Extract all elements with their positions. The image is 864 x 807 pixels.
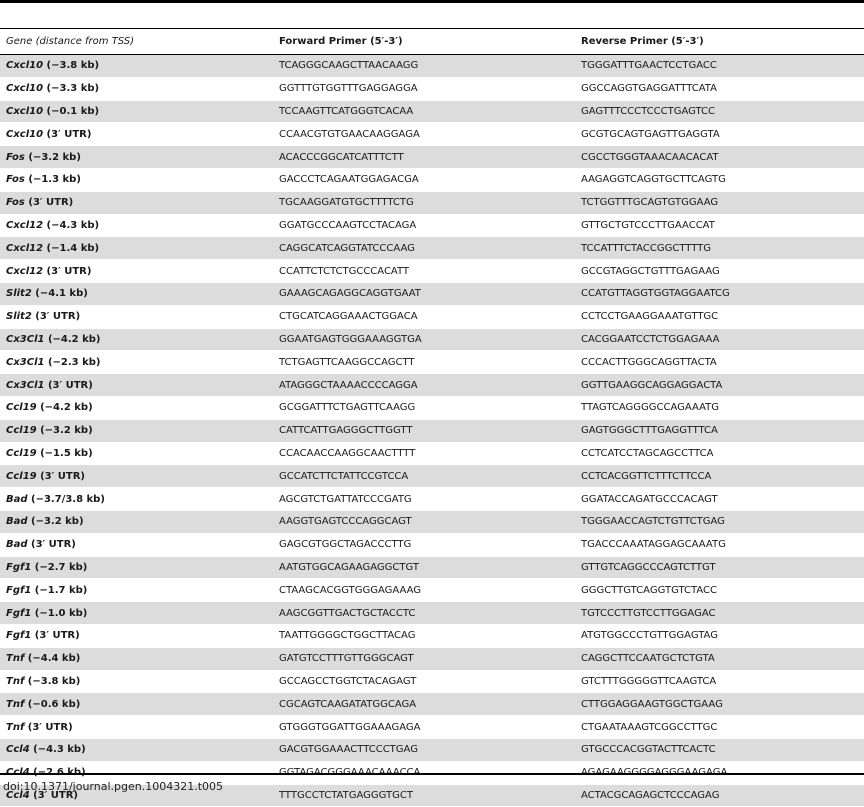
gene-location: (3′ UTR) (27, 721, 73, 733)
forward-primer-cell: TGCAAGGATGTGCTTTTCTG (273, 191, 575, 214)
table-row (0, 442, 864, 465)
reverse-primer-cell: GTTGCTGTCCCTTGAACCAT (575, 214, 864, 237)
gene-location: (−0.6 kb) (27, 698, 81, 710)
header-row (0, 29, 864, 55)
gene-cell (0, 374, 273, 397)
gene-cell (0, 602, 273, 625)
gene-cell (0, 419, 273, 442)
gene-cell (0, 305, 273, 328)
table-row (0, 123, 864, 146)
gene-location: (3′ UTR) (40, 470, 85, 482)
gene-symbol: Tnf (6, 698, 25, 710)
gene-location: (−4.2 kb) (47, 333, 101, 345)
gene-symbol: Cxcl12 (6, 242, 44, 254)
gene-location: (−3.7/3.8 kb) (31, 493, 105, 505)
forward-primer-cell: CAGGCATCAGGTATCCCAAG (273, 237, 575, 260)
forward-primer-cell: GCGGATTTCTGAGTTCAAGG (273, 396, 575, 419)
gene-symbol: Ccl4 (6, 744, 30, 756)
table-row (0, 328, 864, 351)
table-row (0, 602, 864, 625)
gene-location: (−4.2 kb) (40, 402, 93, 414)
gene-location: (−2.3 kb) (47, 356, 101, 368)
gene-cell (0, 488, 273, 511)
gene-symbol: Cxcl12 (6, 219, 44, 231)
gene-symbol: Ccl19 (6, 402, 37, 414)
table-row (0, 214, 864, 237)
gene-cell (0, 670, 273, 693)
gene-symbol: Fgf1 (6, 561, 32, 573)
reverse-primer-cell: ATGTGGCCCTGTTGGAGTAG (575, 624, 864, 647)
table-row (0, 77, 864, 100)
gene-location: (−1.3 kb) (28, 174, 81, 186)
gene-symbol: Fgf1 (6, 607, 32, 619)
reverse-primer-cell: CCTCACGGTTCTTTCTTCCA (575, 465, 864, 488)
reverse-primer-cell: GTCTTTGGGGGTTCAAGTCA (575, 670, 864, 693)
header-reverse-primer: Reverse Primer (5′-3′) (575, 29, 864, 55)
forward-primer-cell: ATAGGGCTAAAACCCCAGGA (273, 374, 575, 397)
reverse-primer-cell: CCCACTTGGGCAGGTTACTA (575, 351, 864, 374)
gene-location: (−3.2 kb) (40, 425, 93, 437)
gene-symbol: Bad (6, 539, 28, 551)
gene-symbol: Tnf (6, 721, 25, 733)
forward-primer-cell: GCCAGCCTGGTCTACAGAGT (273, 670, 575, 693)
gene-location: (−1.7 kb) (34, 584, 88, 596)
forward-primer-cell: CGCAGTCAAGATATGGCAGA (273, 693, 575, 716)
gene-location: (3′ UTR) (28, 197, 74, 209)
gene-symbol: Cxcl12 (6, 265, 44, 277)
table-row (0, 168, 864, 191)
table-row (0, 419, 864, 442)
table-row (0, 510, 864, 533)
table-row (0, 738, 864, 761)
table-row (0, 260, 864, 283)
table-row (0, 282, 864, 305)
forward-primer-cell: TCCAAGTTCATGGGTCACAA (273, 100, 575, 123)
gene-location: (3′ UTR) (34, 630, 80, 642)
gene-cell (0, 55, 273, 78)
gene-cell (0, 191, 273, 214)
table-row (0, 624, 864, 647)
gene-location: (−4.3 kb) (33, 744, 86, 756)
reverse-primer-cell: TGACCCAAATAGGAGCAAATG (575, 533, 864, 556)
forward-primer-cell: CATTCATTGAGGGCTTGGTT (273, 419, 575, 442)
forward-primer-cell: TAATTGGGGCTGGCTTACAG (273, 624, 575, 647)
gene-cell (0, 146, 273, 169)
reverse-primer-cell: TGGGAACCAGTCTGTTCTGAG (575, 510, 864, 533)
gene-symbol: Ccl19 (6, 447, 37, 459)
gene-location: (3′ UTR) (46, 265, 92, 277)
gene-cell (0, 123, 273, 146)
gene-cell (0, 533, 273, 556)
gene-symbol: Fgf1 (6, 630, 32, 642)
gene-symbol: Slit2 (6, 288, 32, 300)
gene-cell (0, 647, 273, 670)
gene-location: (−4.3 kb) (46, 219, 100, 231)
forward-primer-cell: CCATTCTCTCTGCCCACATT (273, 260, 575, 283)
forward-primer-cell: AATGTGGCAGAAGAGGCTGT (273, 556, 575, 579)
gene-symbol: Ccl4 (6, 789, 30, 801)
reverse-primer-cell: CAGGCTTCCAATGCTCTGTA (575, 647, 864, 670)
gene-location: (−3.8 kb) (46, 60, 100, 72)
gene-cell (0, 579, 273, 602)
reverse-primer-cell: GCCGTAGGCTGTTTGAGAAG (575, 260, 864, 283)
reverse-primer-cell: GGGCTTGTCAGGTGTCTACC (575, 579, 864, 602)
gene-location: (3′ UTR) (46, 128, 92, 140)
gene-symbol: Fos (6, 174, 25, 186)
gene-location: (−2.7 kb) (34, 561, 88, 573)
gene-cell (0, 237, 273, 260)
reverse-primer-cell: GAGTTTCCCTCCCTGAGTCC (575, 100, 864, 123)
forward-primer-cell: GCCATCTTCTATTCCGTCCA (273, 465, 575, 488)
table-row (0, 716, 864, 739)
forward-primer-cell: TCAGGGCAAGCTTAACAAGG (273, 55, 575, 78)
table-row (0, 579, 864, 602)
forward-primer-cell: ACACCCGGCATCATTTCTT (273, 146, 575, 169)
reverse-primer-cell: CCTCATCCTAGCAGCCTTCA (575, 442, 864, 465)
reverse-primer-cell: ACTACGCAGAGCTCCCAGAG (575, 784, 864, 807)
gene-symbol: Cxcl10 (6, 60, 44, 72)
table-row (0, 488, 864, 511)
reverse-primer-cell: GTGCCCACGGTACTTCACTC (575, 738, 864, 761)
table-row (0, 305, 864, 328)
gene-symbol: Bad (6, 516, 28, 528)
forward-primer-cell: AAGGTGAGTCCCAGGCAGT (273, 510, 575, 533)
gene-symbol: Cx3Cl1 (6, 333, 45, 345)
gene-location: (−1.0 kb) (34, 607, 88, 619)
forward-primer-cell: AGCGTCTGATTATCCCGATG (273, 488, 575, 511)
forward-primer-cell: GACGTGGAAACTTCCCTGAG (273, 738, 575, 761)
gene-cell (0, 738, 273, 761)
table-row (0, 146, 864, 169)
gene-symbol: Fos (6, 151, 25, 163)
forward-primer-cell: GGATGCCCAAGTCCTACAGA (273, 214, 575, 237)
table-row (0, 351, 864, 374)
forward-primer-cell: GACCCTCAGAATGGAGACGA (273, 168, 575, 191)
reverse-primer-cell: TCCATTTCTACCGGCTTTTG (575, 237, 864, 260)
forward-primer-cell: CTGCATCAGGAAACTGGACA (273, 305, 575, 328)
forward-primer-cell: GATGTCCTTTGTTGGGCAGT (273, 647, 575, 670)
gene-symbol: Ccl19 (6, 470, 37, 482)
forward-primer-cell: CCACAACCAAGGCAACTTTT (273, 442, 575, 465)
forward-primer-cell: TCTGAGTTCAAGGCCAGCTT (273, 351, 575, 374)
gene-cell (0, 396, 273, 419)
gene-symbol: Cxcl10 (6, 83, 44, 95)
header-gene: Gene (distance from TSS) (0, 29, 273, 55)
gene-symbol: Cx3Cl1 (6, 356, 45, 368)
gene-location: (−3.3 kb) (46, 83, 100, 95)
gene-cell (0, 693, 273, 716)
gene-symbol: Tnf (6, 675, 25, 687)
forward-primer-cell: GAGCGTGGCTAGACCCTTG (273, 533, 575, 556)
doi-caption: doi:10.1371/journal.pgen.1004321.t005 (3, 780, 224, 793)
gene-location: (3′ UTR) (33, 789, 78, 801)
table-row (0, 237, 864, 260)
table-row (0, 693, 864, 716)
gene-location: (−3.8 kb) (27, 675, 81, 687)
gene-cell (0, 100, 273, 123)
table-row (0, 670, 864, 693)
gene-cell (0, 624, 273, 647)
reverse-primer-cell: GCGTGCAGTGAGTTGAGGTA (575, 123, 864, 146)
gene-cell (0, 282, 273, 305)
gene-location: (3′ UTR) (31, 539, 76, 551)
table-row (0, 100, 864, 123)
table-bottom-rule (0, 773, 864, 775)
gene-location: (−4.1 kb) (35, 288, 88, 300)
reverse-primer-cell: CCATGTTAGGTGGTAGGAATCG (575, 282, 864, 305)
forward-primer-cell: CTAAGCACGGTGGGAGAAAG (273, 579, 575, 602)
reverse-primer-cell: CGCCTGGGTAAACAACACAT (575, 146, 864, 169)
forward-primer-cell: AAGCGGTTGACTGCTACCTC (273, 602, 575, 625)
table-row (0, 396, 864, 419)
gene-cell (0, 351, 273, 374)
gene-symbol: Cxcl10 (6, 105, 44, 117)
gene-cell (0, 716, 273, 739)
forward-primer-cell: GGTTTGTGGTTTGAGGAGGA (273, 77, 575, 100)
gene-cell (0, 442, 273, 465)
gene-cell (0, 168, 273, 191)
reverse-primer-cell: GGTTGAAGGCAGGAGGACTA (575, 374, 864, 397)
gene-location: (3′ UTR) (35, 311, 81, 323)
table-row (0, 465, 864, 488)
table-row (0, 374, 864, 397)
gene-symbol: Ccl19 (6, 425, 37, 437)
reverse-primer-cell: CCTCCTGAAGGAAATGTTGC (575, 305, 864, 328)
reverse-primer-cell: CTGAATAAAGTCGGCCTTGC (575, 716, 864, 739)
gene-location: (−3.2 kb) (31, 516, 84, 528)
gene-cell (0, 465, 273, 488)
table-row (0, 55, 864, 78)
gene-symbol: Fgf1 (6, 584, 32, 596)
gene-cell (0, 214, 273, 237)
reverse-primer-cell: TCTGGTTTGCAGTGTGGAAG (575, 191, 864, 214)
reverse-primer-cell: TTAGTCAGGGGCCAGAAATG (575, 396, 864, 419)
gene-symbol: Slit2 (6, 311, 32, 323)
gene-cell (0, 556, 273, 579)
reverse-primer-cell: TGTCCCTTGTCCTTGGAGAC (575, 602, 864, 625)
gene-location: (−1.4 kb) (46, 242, 100, 254)
gene-symbol: Fos (6, 197, 25, 209)
gene-location: (−4.4 kb) (27, 653, 81, 665)
forward-primer-cell: GAAAGCAGAGGCAGGTGAAT (273, 282, 575, 305)
table-body (0, 55, 864, 807)
reverse-primer-cell: AAGAGGTCAGGTGCTTCAGTG (575, 168, 864, 191)
gene-location: (−0.1 kb) (46, 105, 100, 117)
table-top-rule (0, 0, 864, 3)
reverse-primer-cell: GGATACCAGATGCCCACAGT (575, 488, 864, 511)
gene-cell (0, 260, 273, 283)
reverse-primer-cell: GGCCAGGTGAGGATTTCATA (575, 77, 864, 100)
forward-primer-cell: TTTGCCTCTATGAGGGTGCT (273, 784, 575, 807)
table-row (0, 533, 864, 556)
table-row (0, 191, 864, 214)
gene-cell (0, 77, 273, 100)
forward-primer-cell: GGAATGAGTGGGAAAGGTGA (273, 328, 575, 351)
header-forward-primer: Forward Primer (5′-3′) (273, 29, 575, 55)
reverse-primer-cell: GTTGTCAGGCCCAGTCTTGT (575, 556, 864, 579)
gene-location: (−1.5 kb) (40, 447, 93, 459)
table-header (0, 29, 864, 55)
reverse-primer-cell: TGGGATTTGAACTCCTGACC (575, 55, 864, 78)
table-row (0, 647, 864, 670)
gene-symbol: Cxcl10 (6, 128, 44, 140)
gene-symbol: Cx3Cl1 (6, 379, 45, 391)
forward-primer-cell: CCAACGTGTGAACAAGGAGA (273, 123, 575, 146)
gene-symbol: Tnf (6, 653, 25, 665)
forward-primer-cell: GTGGGTGGATTGGAAAGAGA (273, 716, 575, 739)
primer-table (0, 29, 864, 807)
gene-location: (−3.2 kb) (28, 151, 81, 163)
gene-location: (3′ UTR) (47, 379, 93, 391)
gene-cell (0, 510, 273, 533)
gene-cell (0, 328, 273, 351)
reverse-primer-cell: GAGTGGGCTTTGAGGTTTCA (575, 419, 864, 442)
table-row (0, 556, 864, 579)
reverse-primer-cell: CTTGGAGGAAGTGGCTGAAG (575, 693, 864, 716)
reverse-primer-cell: CACGGAATCCTCTGGAGAAA (575, 328, 864, 351)
gene-symbol: Bad (6, 493, 28, 505)
